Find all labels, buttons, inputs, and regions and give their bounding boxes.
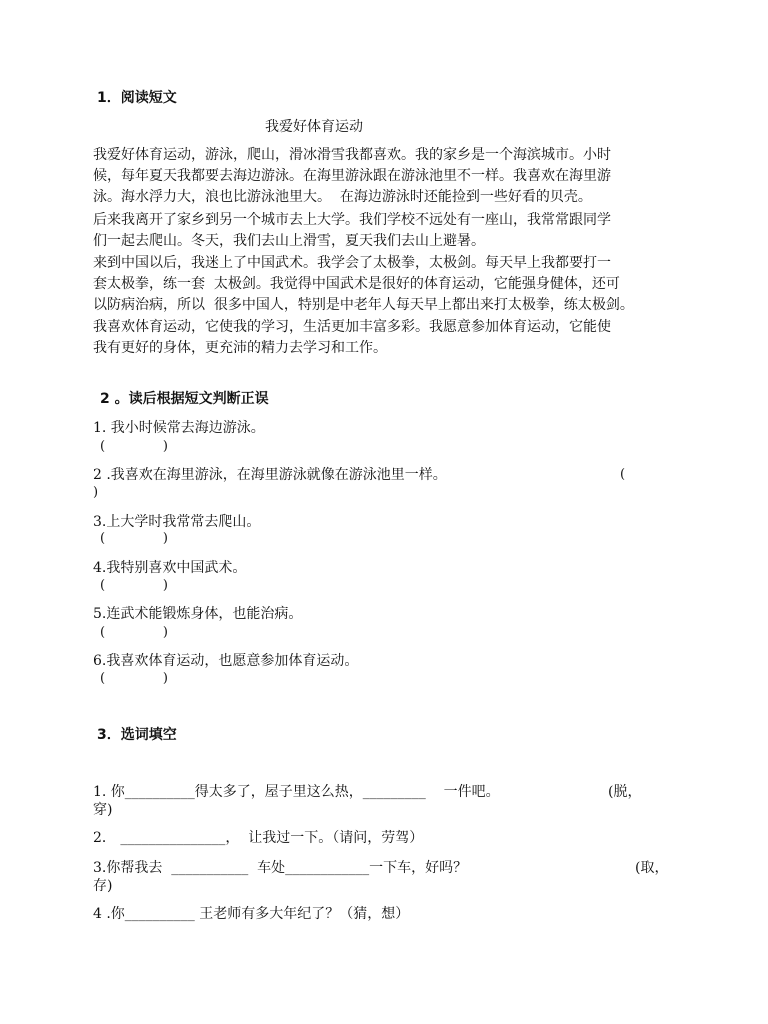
answer-blank-6[interactable]: ( ) (100, 671, 168, 686)
fill-blank-item-1[interactable]: 1. 你__________得太多了，屋子里这么热，_________ 一件吧。 (93, 784, 500, 800)
section2-heading: 2 。读后根据短文判断正误 (100, 391, 269, 407)
fill-blank-item-2[interactable]: 2． _______________， 让我过一下。（请问，劳驾） (93, 830, 424, 846)
section1-heading: 1．阅读短文 (97, 90, 177, 106)
section3-heading: 3．选词填空 (97, 727, 177, 743)
answer-blank-3[interactable]: ( ) (100, 531, 168, 546)
true-false-item-6: 6.我喜欢体育运动，也愿意参加体育运动。 (93, 653, 359, 669)
fill-blank-hint-1b: 穿) (93, 802, 113, 818)
passage-paragraph-4: 我喜欢体育运动，它使我的学习，生活更加丰富多彩。我愿意参加体育运动，它能使 我有更好的身体，更充沛的精力去学习和工作。 (93, 319, 611, 356)
true-false-item-1: 1. 我小时候常去海边游泳。 (93, 420, 265, 436)
fill-blank-item-3[interactable]: 3.你帮我去 ___________ 车处____________一下车，好吗？ (93, 860, 468, 876)
passage-title: 我爱好体育运动 (265, 119, 363, 135)
true-false-item-5: 5.连武术能锻炼身体，也能治病。 (93, 606, 303, 622)
fill-blank-hint-1a: (脱， (608, 784, 642, 800)
answer-blank-5[interactable]: ( ) (100, 625, 168, 640)
true-false-item-2: 2 .我喜欢在海里游泳，在海里游泳就像在游泳池里一样。 (93, 467, 447, 483)
answer-blank-1[interactable]: ( ) (100, 439, 168, 454)
answer-blank-2-close[interactable]: ) (93, 485, 99, 500)
fill-blank-hint-3b: 存) (93, 878, 113, 894)
true-false-item-4: 4.我特别喜欢中国武术。 (93, 560, 247, 576)
passage-paragraph-1: 我爱好体育运动，游泳，爬山，滑冰滑雪我都喜欢。我的家乡是一个海滨城市。小时 候，每年夏天我都要去海边游泳。在海里游泳跟在游泳池里不一样。我喜欢在海里游 泳。海水浮力大，浪也比游泳池里大。 在海边游泳时还能捡到一些好看的贝壳。 (93, 147, 611, 205)
passage-paragraph-3: 来到中国以后，我迷上了中国武术。我学会了太极拳，太极剑。每天早上我都要打一 套太极拳，练一套 太极剑。我觉得中国武术是很好的体育运动，它能强身健体，还可 以防病治病，所以 很多中国人，特别是中老年人每天早上都出来打太极拳，练太极剑。 (93, 255, 634, 313)
answer-blank-2-open[interactable]: ( (620, 467, 626, 482)
fill-blank-item-4[interactable]: 4 .你__________ 王老师有多大年纪了？（猜，想） (93, 906, 410, 922)
fill-blank-hint-3a: (取， (635, 860, 669, 876)
true-false-item-3: 3.上大学时我常常去爬山。 (93, 514, 261, 530)
passage-paragraph-2: 后来我离开了家乡到另一个城市去上大学。我们学校不远处有一座山，我常常跟同学 们一起去爬山。冬天，我们去山上滑雪，夏天我们去山上避暑。 (93, 212, 611, 249)
answer-blank-4[interactable]: ( ) (100, 578, 168, 593)
